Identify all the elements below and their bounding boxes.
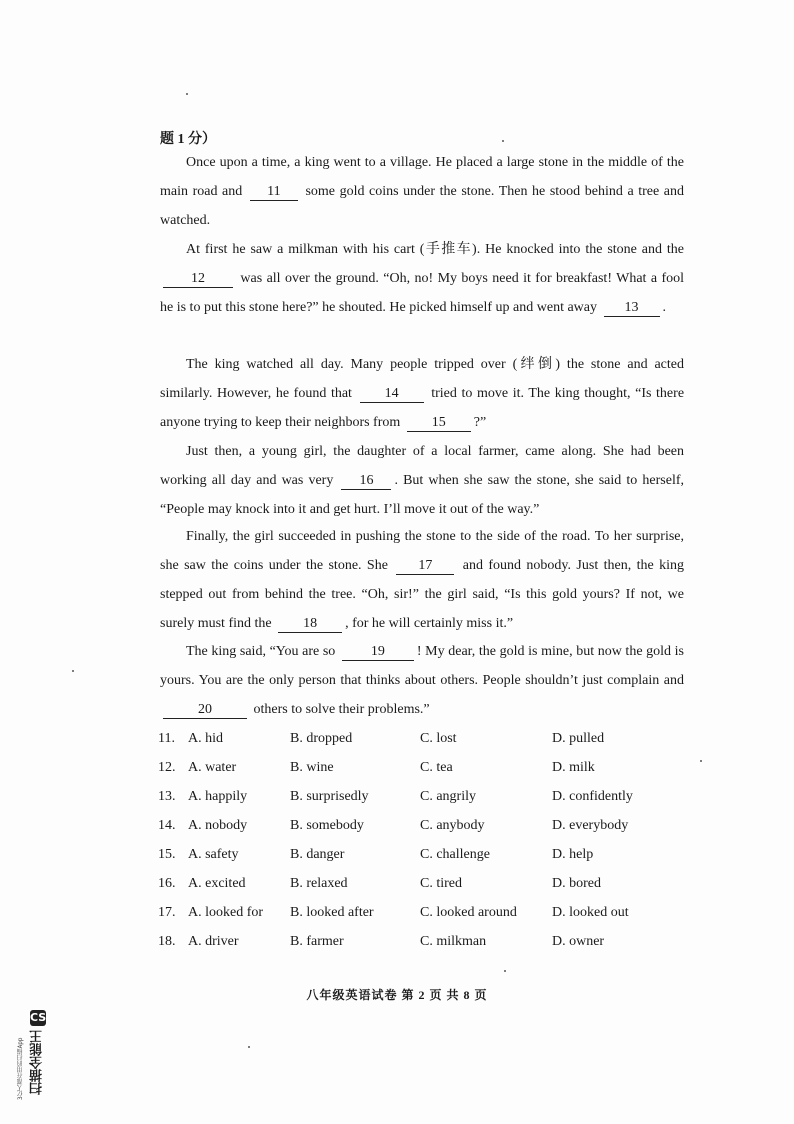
option-row bbox=[158, 753, 698, 782]
option-c: C. tired bbox=[420, 876, 462, 891]
option-c: C. lost bbox=[420, 731, 457, 746]
option-row bbox=[158, 898, 698, 927]
option-d: D. bored bbox=[552, 876, 601, 891]
paragraph-text: The king watched all day. Many people tripped over (绊倒) the stone and acted similarly. However, he found that bbox=[160, 357, 684, 401]
option-row bbox=[158, 840, 698, 869]
blank-17: 17 bbox=[396, 557, 454, 575]
scanner-logo-icon: CS bbox=[30, 1011, 47, 1024]
scanner-watermark bbox=[16, 1010, 50, 1100]
paragraph-text: Finally, the girl succeeded in pushing the stone to the side of the road. To her surprise, she saw the coins under the stone. She bbox=[160, 529, 684, 573]
option-a: A. happily bbox=[188, 789, 248, 804]
option-b: B. looked after bbox=[290, 905, 374, 920]
blank-12: 12 bbox=[163, 270, 233, 288]
option-d: D. pulled bbox=[552, 731, 605, 746]
paragraph-text: was all over the ground. “Oh, no! My boys need it for breakfast! What a fool he is to put this stone here?” he shouted. He picked himself up and went away bbox=[160, 271, 684, 315]
blank-18: 18 bbox=[278, 615, 342, 633]
option-d: D. looked out bbox=[552, 905, 629, 920]
paragraph-text: , for he will certainly miss it.” bbox=[345, 616, 514, 631]
option-c: C. milkman bbox=[420, 934, 487, 949]
option-d: D. milk bbox=[552, 760, 595, 775]
paragraph-text: some gold coins under the stone. Then he stood behind a tree and watched. bbox=[160, 184, 685, 228]
paragraph-text: tried to move it. The king thought, “Is there anyone trying to keep their neighbors from bbox=[160, 386, 685, 430]
option-c: C. anybody bbox=[420, 818, 485, 833]
paragraph-text: Once upon a time, a king went to a village. He placed a large stone in the middle of the main road and bbox=[160, 155, 684, 199]
passage-paragraph-4 bbox=[160, 437, 684, 524]
option-a: A. safety bbox=[188, 847, 239, 862]
option-b: B. relaxed bbox=[290, 876, 348, 891]
paragraph-text: others to solve their problems.” bbox=[253, 702, 430, 717]
paragraph-text: ?” bbox=[473, 415, 487, 430]
answer-options bbox=[158, 724, 698, 956]
option-b: B. wine bbox=[290, 760, 334, 775]
passage-paragraph-5 bbox=[160, 522, 684, 638]
paragraph-text: . But when she saw the stone, she said to herself, “People may knock into it and get hurt. I’ll move it out of the way.” bbox=[160, 473, 685, 517]
option-c: C. looked around bbox=[420, 905, 517, 920]
option-row bbox=[158, 724, 698, 753]
scan-speck bbox=[248, 1046, 250, 1048]
option-d: D. help bbox=[552, 847, 594, 862]
passage-paragraph-2 bbox=[160, 235, 684, 322]
option-a: A. excited bbox=[188, 876, 246, 891]
paragraph-text: and found nobody. Just then, the king stepped out from behind the tree. “Oh, sir!” the girl said, “Is this gold yours? If not, we surely must find the bbox=[160, 558, 685, 631]
paragraph-text: The king said, “You are so bbox=[186, 644, 336, 659]
question-number: 12. bbox=[158, 760, 176, 775]
option-row bbox=[158, 782, 698, 811]
watermark-label: 扫描全能王 bbox=[30, 1030, 45, 1095]
option-row bbox=[158, 811, 698, 840]
blank-15: 15 bbox=[407, 414, 471, 432]
paragraph-text: At first he saw a milkman with his cart (手推车). He knocked into the stone and the bbox=[186, 242, 684, 257]
passage-paragraph-3 bbox=[160, 350, 684, 437]
page-footer: 八年级英语试卷 第 2 页 共 8 页 bbox=[306, 988, 488, 1002]
option-a: A. nobody bbox=[188, 818, 248, 833]
watermark-fine-print: 3亿人都在用的扫描App bbox=[17, 1037, 24, 1100]
scan-speck bbox=[502, 140, 504, 142]
option-b: B. somebody bbox=[290, 818, 364, 833]
option-a: A. hid bbox=[188, 731, 223, 746]
option-b: B. dropped bbox=[290, 731, 353, 746]
scan-speck bbox=[504, 970, 506, 972]
scan-speck bbox=[72, 670, 74, 672]
paragraph-text: Just then, a young girl, the daughter of a local farmer, came along. She had been working all day and was very bbox=[160, 444, 684, 488]
option-a: A. water bbox=[188, 760, 237, 775]
blank-13: 13 bbox=[604, 299, 660, 317]
blank-14: 14 bbox=[360, 385, 424, 403]
question-number: 18. bbox=[158, 934, 176, 949]
option-c: C. tea bbox=[420, 760, 453, 775]
question-number: 15. bbox=[158, 847, 176, 862]
option-d: D. confidently bbox=[552, 789, 633, 804]
option-a: A. looked for bbox=[188, 905, 264, 920]
question-number: 14. bbox=[158, 818, 176, 833]
scan-speck bbox=[700, 760, 702, 762]
paragraph-text: . bbox=[662, 300, 666, 315]
option-d: D. owner bbox=[552, 934, 605, 949]
passage-paragraph-6 bbox=[160, 637, 684, 724]
question-number: 11. bbox=[158, 731, 175, 746]
question-number: 16. bbox=[158, 876, 176, 891]
option-a: A. driver bbox=[188, 934, 239, 949]
scan-speck bbox=[186, 93, 188, 95]
blank-11: 11 bbox=[250, 183, 298, 201]
passage-paragraph-1 bbox=[160, 148, 684, 235]
question-number: 17. bbox=[158, 905, 176, 920]
option-b: B. danger bbox=[290, 847, 345, 862]
option-row bbox=[158, 869, 698, 898]
blank-16: 16 bbox=[341, 472, 391, 490]
question-number: 13. bbox=[158, 789, 176, 804]
blank-20: 20 bbox=[163, 701, 247, 719]
option-d: D. everybody bbox=[552, 818, 629, 833]
blank-19: 19 bbox=[342, 643, 414, 661]
option-c: C. challenge bbox=[420, 847, 490, 862]
paragraph-text: ! My dear, the gold is mine, but now the gold is yours. You are the only person that thinks about others. People shouldn’t just complain and bbox=[160, 644, 684, 688]
option-b: B. surprisedly bbox=[290, 789, 369, 804]
option-b: B. farmer bbox=[290, 934, 344, 949]
option-row bbox=[158, 927, 698, 956]
option-c: C. angrily bbox=[420, 789, 476, 804]
section-heading: 题 1 分） bbox=[160, 132, 216, 147]
